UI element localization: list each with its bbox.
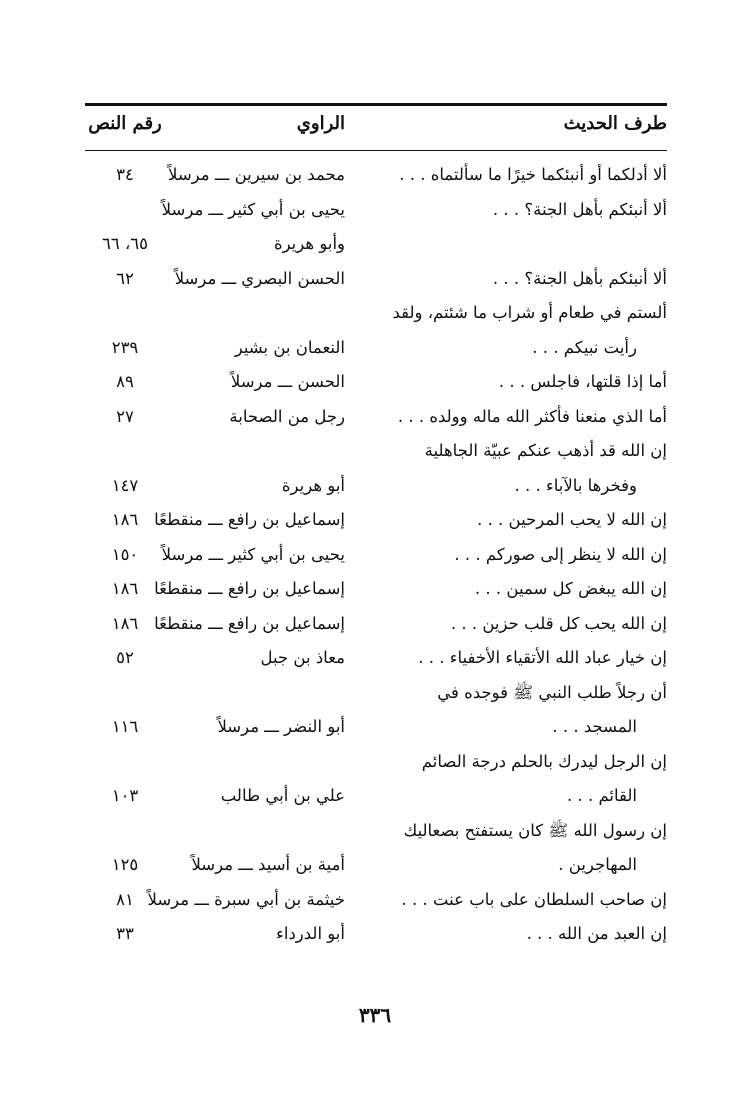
text-number: ١٤٧	[111, 475, 139, 495]
narrator-text: رجل من الصحابة	[229, 406, 345, 426]
text-number: ١٨٦	[111, 510, 139, 529]
narrator-text: الحسن ـــ مرسلاً	[230, 372, 345, 391]
narrator-text: أبو النضر ـــ مرسلاً	[217, 717, 345, 736]
page-number: ٣٣٦	[358, 1003, 392, 1027]
narrator-text: النعمان بن بشير	[234, 337, 345, 357]
hadith-text: أن رجلاً طلب النبي ﷺ فوجده في	[437, 682, 667, 702]
narrator-text: محمد بن سيرين ـــ مرسلاً	[168, 165, 345, 184]
text-number: ١٨٦	[111, 579, 139, 598]
table-row	[85, 296, 667, 331]
hadith-text: إن الله لا ينظر إلى صوركم . . .	[454, 544, 667, 564]
table-row	[85, 469, 667, 504]
text-number: ٣٤	[116, 165, 134, 184]
table-row	[85, 710, 667, 745]
header-narrator: الراوي	[296, 113, 345, 134]
narrator-text: إسماعيل بن رافع ـــ منقطعًا	[154, 579, 345, 598]
text-number: ٥٢	[116, 648, 134, 667]
hadith-text: ألا أدلكما أو أنبئكما خيرًا ما سألتماه . . .	[399, 165, 667, 184]
narrator-text: علي بن أبي طالب	[220, 786, 345, 805]
narrator-text: الحسن البصري ـــ مرسلاً	[174, 268, 345, 288]
hadith-text: المهاجرين .	[558, 855, 637, 874]
text-number: ٢٣٩	[111, 337, 139, 357]
hadith-text: إن صاحب السلطان على باب عنت . . .	[401, 889, 667, 909]
hadith-text: وفخرها بالآباء . . .	[514, 475, 637, 495]
narrator-text: وأبو هريرة	[273, 234, 345, 253]
hadith-text: إن الله قد أذهب عنكم عبيّة الجاهلية	[424, 441, 667, 460]
table-row	[85, 400, 667, 435]
hadith-text: إن العبد من الله . . .	[526, 924, 667, 943]
table-row	[85, 331, 667, 366]
text-number: ٣٣	[116, 924, 134, 943]
table-row	[85, 848, 667, 883]
table-row	[85, 158, 667, 193]
header-hadith: طرف الحديث	[563, 113, 667, 134]
hadith-text: أما الذي منعنا فأكثر الله ماله وولده . . .	[397, 406, 667, 426]
text-number: ١٠٣	[111, 786, 139, 805]
narrator-text: إسماعيل بن رافع ـــ منقطعًا	[154, 510, 345, 529]
text-number: ٨١	[116, 889, 134, 909]
narrator-text: يحيى بن أبي كثير ـــ مرسلاً	[161, 544, 345, 564]
hadith-text: إن خيار عباد الله الأتقياء الأخفياء . . .	[418, 648, 667, 667]
table-row	[85, 262, 667, 297]
hadith-text: ألا أنبئكم بأهل الجنة؟ . . .	[492, 268, 667, 288]
table-row	[85, 641, 667, 676]
table-body	[85, 158, 667, 952]
hadith-text: القائم . . .	[566, 786, 637, 805]
narrator-text: إسماعيل بن رافع ـــ منقطعًا	[154, 613, 345, 633]
text-number: ١٨٦	[111, 613, 139, 633]
text-number: ١٢٥	[111, 855, 139, 874]
table-header	[85, 113, 667, 143]
hadith-text: ألا أنبئكم بأهل الجنة؟ . . .	[492, 199, 667, 219]
table-row	[85, 814, 667, 849]
header-number: رقم النص	[88, 113, 162, 134]
text-number: ١٥٠	[111, 544, 139, 564]
hadith-text: رأيت نبيكم . . .	[532, 337, 637, 357]
index-table	[85, 103, 667, 1023]
table-row	[85, 538, 667, 573]
narrator-text: أبو الدرداء	[276, 924, 345, 943]
narrator-text: معاذ بن جبل	[260, 648, 345, 667]
table-row	[85, 779, 667, 814]
text-number: ١١٦	[111, 717, 139, 736]
hadith-text: إن الله لا يحب المرحين . . .	[477, 510, 667, 529]
narrator-text: يحيى بن أبي كثير ـــ مرسلاً	[161, 199, 345, 219]
hadith-text: المسجد . . .	[552, 717, 637, 736]
narrator-text: أمية بن أسيد ـــ مرسلاً	[191, 855, 345, 874]
table-row	[85, 365, 667, 400]
table-row	[85, 503, 667, 538]
hadith-text: إن الرجل ليدرك بالحلم درجة الصائم	[421, 751, 667, 771]
table-row	[85, 193, 667, 228]
text-number: ٦٥، ٦٦	[101, 234, 149, 253]
narrator-text: أبو هريرة	[281, 475, 345, 495]
top-rule	[85, 103, 667, 106]
hadith-text: ألستم في طعام أو شراب ما شئتم، ولقد	[392, 303, 667, 322]
narrator-text: خيثمة بن أبي سبرة ـــ مرسلاً	[147, 889, 345, 909]
text-number: ٨٩	[116, 372, 134, 391]
table-row	[85, 572, 667, 607]
hadith-text: إن رسول الله ﷺ كان يستفتح بصعاليك	[403, 820, 667, 840]
table-row	[85, 883, 667, 918]
table-row	[85, 745, 667, 780]
hadith-text: إن الله يبغض كل سمين . . .	[474, 579, 667, 598]
text-number: ٦٢	[116, 268, 134, 288]
table-row	[85, 676, 667, 711]
text-number: ٢٧	[116, 406, 134, 426]
hadith-text: إن الله يحب كل قلب حزين . . .	[450, 613, 667, 633]
table-row	[85, 434, 667, 469]
table-row	[85, 227, 667, 262]
table-row	[85, 607, 667, 642]
header-rule	[85, 150, 667, 151]
table-row	[85, 917, 667, 952]
hadith-text: أما إذا قلتها، فاجلس . . .	[498, 372, 667, 391]
